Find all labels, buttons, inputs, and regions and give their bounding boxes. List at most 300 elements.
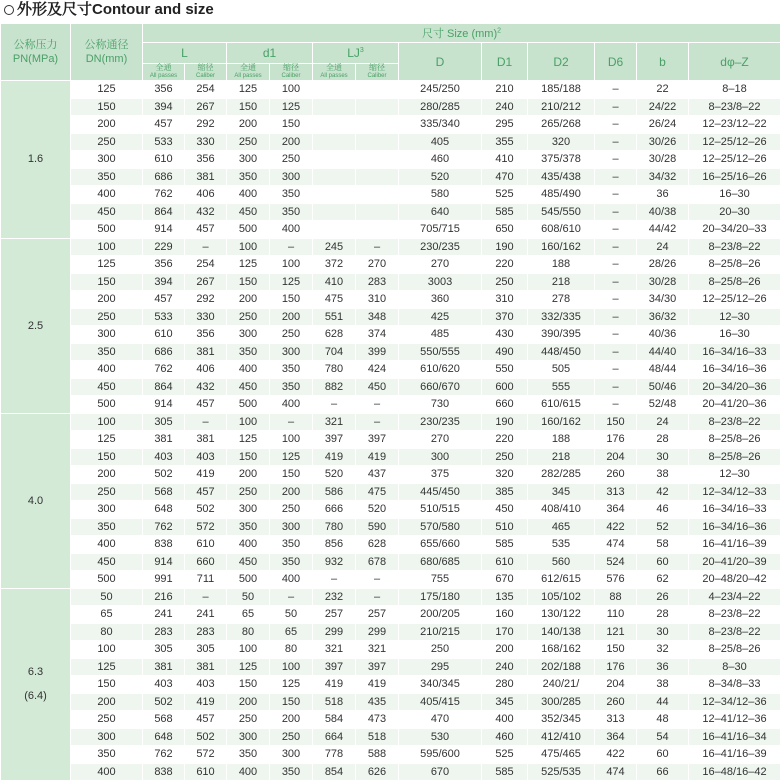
- table-cell: [356, 203, 399, 221]
- table-cell: [313, 168, 356, 186]
- table-cell: 650: [482, 221, 528, 239]
- table-cell: 660: [482, 396, 528, 414]
- table-cell: 20–34/20–33: [689, 221, 781, 239]
- table-cell: 397: [313, 658, 356, 676]
- table-cell: 410: [482, 151, 528, 169]
- table-cell: 666: [313, 501, 356, 519]
- table-cell: 100: [270, 658, 313, 676]
- table-cell: 28: [637, 606, 689, 624]
- pressure-group-cell: [1, 238, 71, 413]
- table-cell: 664: [313, 728, 356, 746]
- table-cell: 8–23/8–22: [689, 98, 781, 116]
- table-cell: 432: [185, 378, 227, 396]
- table-cell: 257: [313, 606, 356, 624]
- table-cell: 100: [270, 431, 313, 449]
- table-cell: 300: [227, 728, 270, 746]
- table-cell: 150: [227, 273, 270, 291]
- table-row: [1, 168, 781, 186]
- table-cell: 295: [399, 658, 482, 676]
- table-cell: 400: [71, 186, 143, 204]
- table-cell: 240/21/: [528, 676, 595, 694]
- table-cell: 711: [185, 571, 227, 589]
- table-cell: 216: [143, 588, 185, 606]
- table-cell: 26: [637, 588, 689, 606]
- table-cell: 220: [482, 431, 528, 449]
- table-cell: 66: [637, 763, 689, 781]
- table-cell: 20–41/20–36: [689, 396, 781, 414]
- table-cell: 424: [356, 361, 399, 379]
- table-cell: 24/22: [637, 98, 689, 116]
- table-cell: –: [313, 396, 356, 414]
- table-cell: 245: [313, 238, 356, 256]
- table-cell: 450: [356, 378, 399, 396]
- table-cell: 48/44: [637, 361, 689, 379]
- table-cell: 54: [637, 728, 689, 746]
- table-cell: 16–34/16–33: [689, 343, 781, 361]
- table-cell: 305: [185, 641, 227, 659]
- table-cell: 16–34/16–33: [689, 501, 781, 519]
- table-cell: 30: [637, 448, 689, 466]
- table-cell: 278: [528, 291, 595, 309]
- table-cell: 400: [227, 536, 270, 554]
- table-cell: 422: [595, 518, 637, 536]
- table-cell: 400: [227, 361, 270, 379]
- table-cell: 8–25/8–26: [689, 256, 781, 274]
- table-cell: –: [595, 238, 637, 256]
- table-cell: –: [185, 238, 227, 256]
- table-cell: 42: [637, 483, 689, 501]
- table-cell: 450: [71, 553, 143, 571]
- table-cell: –: [595, 168, 637, 186]
- table-cell: 403: [185, 676, 227, 694]
- table-cell: 475: [356, 483, 399, 501]
- table-cell: –: [595, 308, 637, 326]
- table-cell: [313, 116, 356, 134]
- header-LJ: [313, 43, 399, 64]
- table-cell: 150: [270, 693, 313, 711]
- table-cell: 36: [637, 658, 689, 676]
- table-cell: 300: [270, 168, 313, 186]
- table-cell: 150: [270, 291, 313, 309]
- sub-en: All passes: [149, 73, 178, 79]
- table-row: [1, 116, 781, 134]
- table-cell: 932: [313, 553, 356, 571]
- table-cell: 250: [71, 483, 143, 501]
- table-cell: 310: [482, 291, 528, 309]
- table-cell: 20–34/20–36: [689, 378, 781, 396]
- table-cell: 200: [227, 466, 270, 484]
- table-row: [1, 518, 781, 536]
- table-cell: –: [185, 413, 227, 431]
- table-cell: 525: [482, 186, 528, 204]
- table-cell: 300: [71, 151, 143, 169]
- table-cell: 780: [313, 361, 356, 379]
- table-cell: –: [595, 116, 637, 134]
- table-cell: 450: [227, 203, 270, 221]
- table-cell: 280: [482, 676, 528, 694]
- table-cell: –: [595, 221, 637, 239]
- table-cell: –: [595, 343, 637, 361]
- table-cell: 8–25/8–26: [689, 431, 781, 449]
- table-cell: 655/660: [399, 536, 482, 554]
- table-row: [1, 326, 781, 344]
- table-cell: 350: [71, 518, 143, 536]
- table-cell: 200: [71, 466, 143, 484]
- sub-all-L: [143, 64, 185, 81]
- table-cell: 394: [143, 273, 185, 291]
- table-row: [1, 81, 781, 99]
- table-cell: 704: [313, 343, 356, 361]
- table-cell: 250: [270, 151, 313, 169]
- sub-cal-d1: [270, 64, 313, 81]
- table-cell: 397: [356, 431, 399, 449]
- table-cell: 200: [71, 116, 143, 134]
- table-cell: –: [270, 588, 313, 606]
- table-cell: 397: [356, 658, 399, 676]
- table-row: [1, 361, 781, 379]
- table-cell: 65: [71, 606, 143, 624]
- table-cell: 12–34/12–36: [689, 693, 781, 711]
- table-cell: –: [595, 203, 637, 221]
- table-cell: [356, 81, 399, 99]
- table-cell: 300: [71, 728, 143, 746]
- table-row: [1, 746, 781, 764]
- table-cell: 50: [270, 606, 313, 624]
- sub-all-d1: [227, 64, 270, 81]
- table-row: [1, 291, 781, 309]
- table-cell: 332/335: [528, 308, 595, 326]
- table-cell: 320: [528, 133, 595, 151]
- table-cell: 610/620: [399, 361, 482, 379]
- table-cell: 555: [528, 378, 595, 396]
- table-cell: 250: [270, 728, 313, 746]
- table-cell: 520: [313, 466, 356, 484]
- table-cell: 310: [356, 291, 399, 309]
- table-cell: –: [356, 396, 399, 414]
- table-cell: 400: [227, 763, 270, 781]
- table-cell: 460: [482, 728, 528, 746]
- table-cell: 419: [356, 676, 399, 694]
- table-cell: 250: [227, 483, 270, 501]
- table-cell: 240: [482, 658, 528, 676]
- table-cell: 475: [313, 291, 356, 309]
- table-cell: 321: [313, 641, 356, 659]
- table-cell: 38: [637, 466, 689, 484]
- table-cell: 125: [71, 81, 143, 99]
- table-cell: 520: [356, 501, 399, 519]
- table-cell: 125: [71, 431, 143, 449]
- header-d1: d1: [227, 43, 313, 64]
- table-cell: 305: [143, 641, 185, 659]
- table-cell: [356, 151, 399, 169]
- table-cell: 8–25/8–26: [689, 641, 781, 659]
- table-cell: 241: [185, 606, 227, 624]
- table-cell: 400: [270, 221, 313, 239]
- table-cell: 408/410: [528, 501, 595, 519]
- table-row: [1, 501, 781, 519]
- table-cell: 30/28: [637, 151, 689, 169]
- table-cell: 313: [595, 711, 637, 729]
- table-cell: 267: [185, 273, 227, 291]
- table-cell: 210: [482, 81, 528, 99]
- table-cell: 46: [637, 501, 689, 519]
- table-cell: 34/32: [637, 168, 689, 186]
- table-cell: 400: [482, 711, 528, 729]
- header-dn: 公称通径 DN(mm): [71, 24, 143, 81]
- table-cell: 405/415: [399, 693, 482, 711]
- table-cell: 16–30: [689, 186, 781, 204]
- table-cell: 8–30: [689, 658, 781, 676]
- table-cell: 200: [227, 291, 270, 309]
- table-cell: 300: [71, 501, 143, 519]
- table-cell: 295: [482, 116, 528, 134]
- table-cell: 914: [143, 553, 185, 571]
- size-table: [0, 23, 781, 781]
- table-cell: 200: [71, 693, 143, 711]
- table-cell: 762: [143, 186, 185, 204]
- table-cell: 300: [270, 518, 313, 536]
- sub-cn: 缩径: [197, 63, 214, 72]
- table-cell: 610/615: [528, 396, 595, 414]
- table-row: [1, 728, 781, 746]
- table-cell: 410: [313, 273, 356, 291]
- table-cell: 457: [143, 291, 185, 309]
- table-cell: 282/285: [528, 466, 595, 484]
- table-cell: 160/162: [528, 413, 595, 431]
- table-cell: –: [270, 413, 313, 431]
- table-cell: 648: [143, 501, 185, 519]
- table-cell: 283: [185, 623, 227, 641]
- table-cell: 8–34/8–33: [689, 676, 781, 694]
- table-cell: 4–23/4–22: [689, 588, 781, 606]
- table-cell: 125: [270, 98, 313, 116]
- table-cell: 300: [227, 151, 270, 169]
- header-D6: D6: [595, 43, 637, 81]
- table-cell: 991: [143, 571, 185, 589]
- sub-cn: 缩径: [283, 63, 299, 72]
- table-cell: 270: [356, 256, 399, 274]
- table-cell: 200: [270, 711, 313, 729]
- table-cell: 914: [143, 396, 185, 414]
- table-cell: 100: [270, 81, 313, 99]
- table-row: [1, 186, 781, 204]
- table-cell: 80: [71, 623, 143, 641]
- table-cell: 502: [143, 693, 185, 711]
- table-row: [1, 151, 781, 169]
- table-cell: 400: [71, 763, 143, 781]
- table-row: [1, 711, 781, 729]
- table-cell: 465: [528, 518, 595, 536]
- table-cell: 372: [313, 256, 356, 274]
- table-cell: 300: [71, 326, 143, 344]
- table-cell: 422: [595, 746, 637, 764]
- lj-sup: 3: [359, 47, 364, 54]
- table-cell: 121: [595, 623, 637, 641]
- table-cell: 780: [313, 518, 356, 536]
- table-cell: 838: [143, 536, 185, 554]
- table-cell: 381: [143, 658, 185, 676]
- table-cell: 500: [71, 221, 143, 239]
- size-sup: 2: [497, 27, 502, 35]
- table-cell: 12–41/12–36: [689, 711, 781, 729]
- table-cell: 364: [595, 501, 637, 519]
- table-cell: 502: [185, 501, 227, 519]
- table-cell: 200: [270, 308, 313, 326]
- table-cell: –: [595, 291, 637, 309]
- table-cell: [313, 186, 356, 204]
- table-cell: 374: [356, 326, 399, 344]
- table-row: [1, 378, 781, 396]
- table-cell: 16–25/16–26: [689, 168, 781, 186]
- table-cell: 36/32: [637, 308, 689, 326]
- table-cell: 36: [637, 186, 689, 204]
- table-row: [1, 693, 781, 711]
- table-cell: 200: [270, 483, 313, 501]
- table-cell: 299: [313, 623, 356, 641]
- table-cell: 16–48/16–42: [689, 763, 781, 781]
- table-cell: 320: [482, 466, 528, 484]
- table-cell: 292: [185, 116, 227, 134]
- table-cell: 8–23/8–22: [689, 623, 781, 641]
- table-cell: [356, 221, 399, 239]
- table-cell: 678: [356, 553, 399, 571]
- table-cell: 500: [227, 571, 270, 589]
- table-row: [1, 676, 781, 694]
- table-cell: 394: [143, 98, 185, 116]
- table-cell: 200: [270, 133, 313, 151]
- table-cell: 34/30: [637, 291, 689, 309]
- table-cell: 80: [227, 623, 270, 641]
- table-row: [1, 343, 781, 361]
- table-cell: 330: [185, 308, 227, 326]
- table-cell: 350: [270, 203, 313, 221]
- table-cell: 100: [71, 238, 143, 256]
- table-cell: 470: [399, 711, 482, 729]
- table-cell: 32: [637, 641, 689, 659]
- table-cell: 502: [185, 728, 227, 746]
- table-cell: 20–41/20–39: [689, 553, 781, 571]
- table-cell: –: [595, 256, 637, 274]
- table-cell: 176: [595, 431, 637, 449]
- table-cell: 12–34/12–33: [689, 483, 781, 501]
- table-cell: 425: [399, 308, 482, 326]
- sub-cal-L: [185, 64, 227, 81]
- table-row: [1, 396, 781, 414]
- table-cell: 30/28: [637, 273, 689, 291]
- table-cell: 188: [528, 431, 595, 449]
- sub-en: Caliber: [281, 73, 301, 79]
- table-cell: 22: [637, 81, 689, 99]
- table-cell: 430: [482, 326, 528, 344]
- table-cell: 505: [528, 361, 595, 379]
- table-row: [1, 641, 781, 659]
- table-cell: 608/610: [528, 221, 595, 239]
- table-cell: 355: [482, 133, 528, 151]
- table-cell: 419: [313, 448, 356, 466]
- table-cell: 640: [399, 203, 482, 221]
- table-cell: 170: [482, 623, 528, 641]
- table-cell: 432: [185, 203, 227, 221]
- table-cell: 400: [71, 536, 143, 554]
- table-cell: 218: [528, 448, 595, 466]
- table-cell: 350: [71, 343, 143, 361]
- table-cell: 419: [313, 676, 356, 694]
- table-cell: 586: [313, 483, 356, 501]
- table-cell: –: [595, 273, 637, 291]
- table-cell: 500: [71, 396, 143, 414]
- table-cell: 88: [595, 588, 637, 606]
- table-cell: 551: [313, 308, 356, 326]
- table-cell: 585: [482, 203, 528, 221]
- table-cell: 204: [595, 676, 637, 694]
- table-cell: [313, 151, 356, 169]
- table-cell: 580: [399, 186, 482, 204]
- table-cell: 610: [185, 536, 227, 554]
- table-cell: 321: [313, 413, 356, 431]
- table-cell: 250: [71, 133, 143, 151]
- table-cell: 292: [185, 291, 227, 309]
- pressure-value-alt: (6.4): [24, 690, 47, 703]
- pressure-value: 4.0: [27, 494, 44, 507]
- table-cell: 500: [71, 571, 143, 589]
- table-cell: –: [356, 571, 399, 589]
- table-cell: 400: [71, 361, 143, 379]
- table-cell: [313, 98, 356, 116]
- table-cell: 300/285: [528, 693, 595, 711]
- table-cell: 20–48/20–42: [689, 571, 781, 589]
- table-cell: 188: [528, 256, 595, 274]
- table-cell: 254: [185, 256, 227, 274]
- table-cell: 502: [143, 466, 185, 484]
- table-cell: 250: [71, 711, 143, 729]
- table-cell: 265/268: [528, 116, 595, 134]
- table-cell: 125: [71, 658, 143, 676]
- table-cell: 475/465: [528, 746, 595, 764]
- table-cell: –: [595, 378, 637, 396]
- table-cell: 381: [185, 431, 227, 449]
- table-cell: –: [595, 151, 637, 169]
- table-cell: 510/515: [399, 501, 482, 519]
- page-title: [4, 0, 214, 20]
- table-cell: 590: [356, 518, 399, 536]
- table-cell: 350: [71, 168, 143, 186]
- table-cell: 670: [399, 763, 482, 781]
- table-cell: 610: [143, 326, 185, 344]
- table-cell: 350: [270, 553, 313, 571]
- table-body: [1, 81, 781, 781]
- table-cell: 405: [399, 133, 482, 151]
- table-cell: 100: [71, 413, 143, 431]
- table-cell: [356, 168, 399, 186]
- table-cell: –: [595, 98, 637, 116]
- table-cell: 500: [227, 396, 270, 414]
- table-cell: 545/550: [528, 203, 595, 221]
- header-L: L: [143, 43, 227, 64]
- table-row: [1, 606, 781, 624]
- table-row: [1, 133, 781, 151]
- table-cell: –: [595, 396, 637, 414]
- table-cell: [356, 133, 399, 151]
- table-cell: 50: [71, 588, 143, 606]
- table-cell: 612/615: [528, 571, 595, 589]
- table-cell: 375: [399, 466, 482, 484]
- sub-cn: 全通: [155, 63, 172, 72]
- table-cell: 648: [143, 728, 185, 746]
- table-cell: [356, 116, 399, 134]
- sub-all-LJ: [313, 64, 356, 81]
- sub-cn: 缩径: [369, 63, 385, 72]
- table-cell: 450: [227, 378, 270, 396]
